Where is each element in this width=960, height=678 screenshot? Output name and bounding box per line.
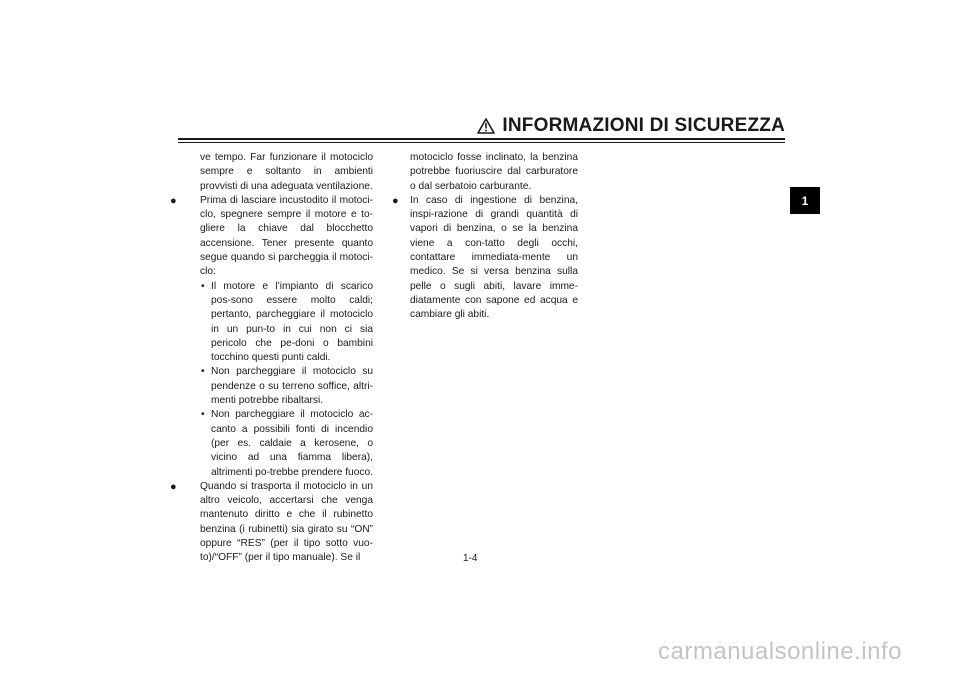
header-rule-thick [178, 138, 785, 140]
list-item-text: Prima di lasciare incustodito il motoci-clo, spegnere sempre il motore e to-gliere la chiave dal blocchetto accensione. Tener presente quanto segue quando si parcheggia il motoci-clo: [200, 194, 373, 278]
sub-bullet-icon: • [201, 366, 205, 378]
bullet-icon: ● [170, 194, 177, 207]
page-number: 1-4 [463, 553, 478, 564]
bullet-icon: ● [170, 480, 177, 493]
bullet-icon: ● [392, 194, 399, 207]
header-rule-thin [178, 142, 785, 143]
sub-list-item-text: Non parcheggiare il motociclo ac-canto a possibili fonti di incendio (per es. caldaie a kerosene, o vicino ad una fiamma libera), altrimenti po-trebbe prendere fuoco. [211, 409, 373, 478]
header-title-row [477, 115, 785, 137]
list-item [170, 194, 373, 280]
text-column-right [392, 151, 578, 323]
paragraph-continued: ve tempo. Far funzionare il motociclo sempre e soltanto in ambienti provvisti di una adeguata ventilazione. [200, 152, 373, 192]
sub-bullet-icon: • [201, 280, 205, 292]
sub-list-item-text: Non parcheggiare il motociclo su pendenze o su terreno soffice, altri-menti potrebbe ribaltarsi. [211, 366, 373, 407]
list-item [170, 480, 373, 566]
sub-list-item [170, 408, 373, 479]
sub-list-item-text: Il motore e l’impianto di scarico pos-sono essere molto caldi; pertanto, parcheggiare il motociclo in un pun-to in cui non ci sia pericolo che pe-doni o bambini tocchino questi punti caldi. [211, 280, 373, 364]
warning-icon [477, 118, 495, 134]
paragraph-continued: motociclo fosse inclinato, la benzina potrebbe fuoriuscire dal carburatore o dal serbatoio carburante. [410, 152, 578, 192]
list-item-text: Quando si trasporta il motociclo in un altro veicolo, accertarsi che venga mantenuto diritto e che il rubinetto benzina (i rubinetti) sia girato su “ON” oppure “RES” (per il tipo sotto vuo-to)/“OFF” (per il tipo manuale). Se il [200, 480, 373, 564]
section-title: INFORMAZIONI DI SICUREZZA [502, 115, 785, 136]
sub-list-item [170, 280, 373, 366]
chapter-tab[interactable]: 1 [790, 187, 820, 214]
list-item-text: In caso di ingestione di benzina, inspi-razione di grandi quantità di vapori di benzina, o se la benzina viene a con-tatto degli occhi, contattare immediata-mente un medico. Se si versa benzina sulla pelle o sugli abiti, lavare imme-diatamente con sapone ed acqua e cambiare gli abiti. [410, 194, 578, 321]
sub-bullet-icon: • [201, 409, 205, 421]
text-column-left [170, 151, 373, 566]
sub-list-item [170, 365, 373, 408]
page-header [500, 115, 785, 145]
list-item [392, 194, 578, 323]
watermark: carmanualsonline.info [658, 638, 902, 665]
